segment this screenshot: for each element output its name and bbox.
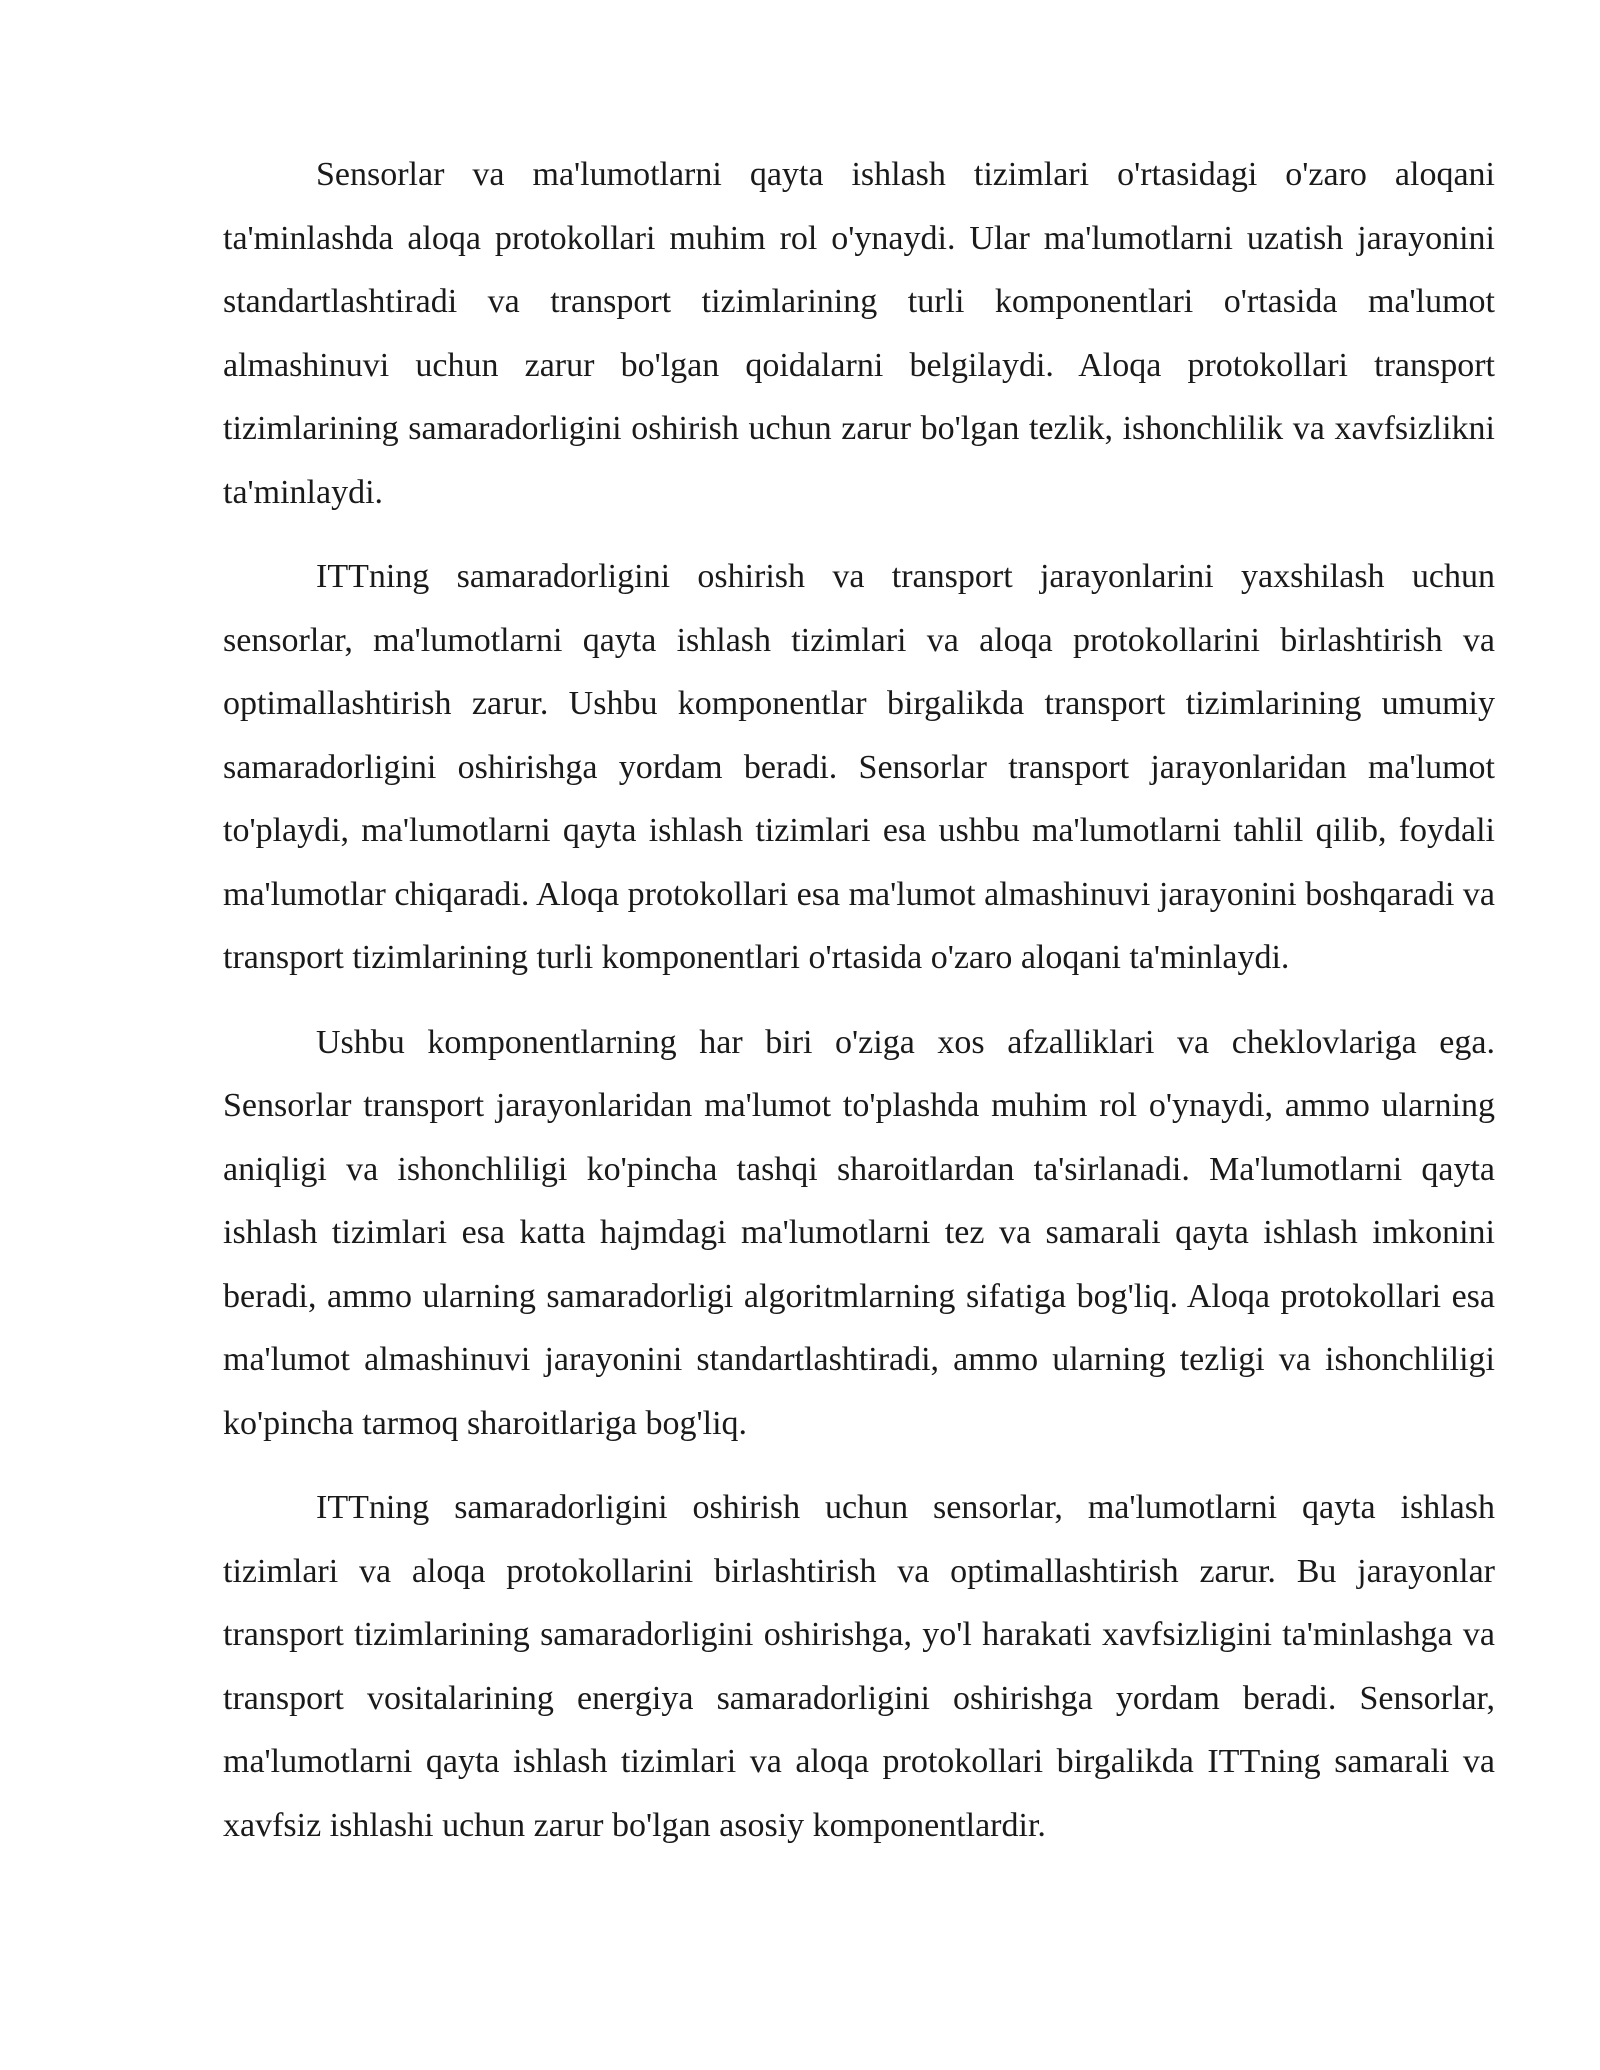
paragraph-2: ITTning samaradorligini oshirish va transport jarayonlarini yaxshilash uchun sensorlar, ma'lumotlarni qayta ishlash tizimlari va aloqa protokollarini birlashtirish va optimallashtirish zarur. Ushbu komponentlar birgalikda transport tizimlarining umumiy samaradorligini oshirishga yordam beradi. Sensorlar transport jarayonlaridan ma'lumot to'playdi, ma'lumotlarni qayta ishlash tizimlari esa ushbu ma'lumotlarni tahlil qilib, foydali ma'lumotlar chiqaradi. Aloqa protokollari esa ma'lumot almashinuvi jarayonini boshqaradi va transport tizimlarining turli komponentlari o'rtasida o'zaro aloqani ta'minlaydi. [223,558,1495,976]
paragraph-1: Sensorlar va ma'lumotlarni qayta ishlash tizimlari o'rtasidagi o'zaro aloqani ta'minlashda aloqa protokollari muhim rol o'ynaydi. Ular ma'lumotlarni uzatish jarayonini standartlashtiradi va transport tizimlarining turli komponentlari o'rtasida ma'lumot almashinuvi uchun zarur bo'lgan qoidalarni belgilaydi. Aloqa protokollari transport tizimlarining samaradorligini oshirish uchun zarur bo'lgan tezlik, ishonchlilik va xavfsizlikni ta'minlaydi. [223,156,1495,511]
paragraph-3: Ushbu komponentlarning har biri o'ziga xos afzalliklari va cheklovlariga ega. Sensorlar transport jarayonlaridan ma'lumot to'plashda muhim rol o'ynaydi, ammo ularning aniqligi va ishonchliligi ko'pincha tashqi sharoitlardan ta'sirlanadi. Ma'lumotlarni qayta ishlash tizimlari esa katta hajmdagi ma'lumotlarni tez va samarali qayta ishlash imkonini beradi, ammo ularning samaradorligi algoritmlarning sifatiga bog'liq. Aloqa protokollari esa ma'lumot almashinuvi jarayonini standartlashtiradi, ammo ularning tezligi va ishonchliligi ko'pincha tarmoq sharoitlariga bog'liq. [223,1023,1495,1442]
paragraph-4: ITTning samaradorligini oshirish uchun sensorlar, ma'lumotlarni qayta ishlash tizimlari va aloqa protokollarini birlashtirish va optimallashtirish zarur. Bu jarayonlar transport tizimlarining samaradorligini oshirishga, yo'l harakati xavfsizligini ta'minlashga va transport vositalarining energiya samaradorligini oshirishga yordam beradi. Sensorlar, ma'lumotlarni qayta ishlash tizimlari va aloqa protokollari birgalikda ITTning samarali va xavfsiz ishlashi uchun zarur bo'lgan asosiy komponentlardir. [223,1489,1495,1844]
document-body [223,143,1495,1878]
